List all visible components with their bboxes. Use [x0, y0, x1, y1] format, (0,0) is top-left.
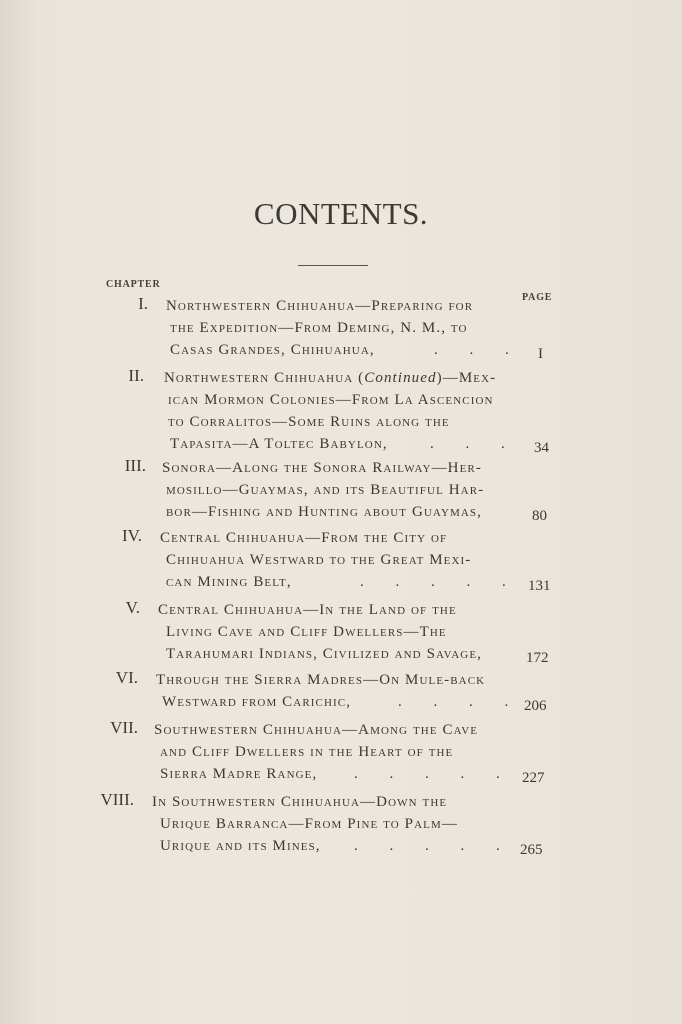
entry-line: mosillo—Guaymas, and its Beautiful Har-	[166, 482, 485, 498]
entry-line: Tapasita—A Toltec Babylon,	[170, 436, 388, 452]
chapter-number: VI.	[115, 668, 138, 687]
page-number: 34	[534, 440, 549, 456]
entry-line: Northwestern Chihuahua—Preparing for	[166, 298, 474, 314]
entry-line: Casas Grandes, Chihuahua,	[170, 342, 375, 358]
entry-line: Southwestern Chihuahua—Among the Cave	[154, 722, 479, 738]
entry-line: Northwestern Chihuahua (Continued)—Mex-	[164, 370, 497, 386]
entry-line: Urique and its Mines,	[160, 838, 321, 854]
page-number: I	[538, 346, 543, 362]
leader-dots: . . . . .	[354, 766, 514, 782]
page-title: CONTENTS.	[253, 196, 429, 231]
page-column-label: PAGE	[522, 292, 553, 303]
entry-line: Sierra Madre Range,	[160, 766, 318, 782]
page-number: 172	[526, 650, 549, 666]
entry-line: Through the Sierra Madres—On Mule-back	[156, 672, 486, 688]
page-number: 80	[532, 508, 547, 524]
page-number: 131	[528, 578, 551, 594]
page-number: 227	[522, 770, 545, 786]
entry-line: and Cliff Dwellers in the Heart of the	[160, 744, 454, 760]
page-number: 265	[520, 842, 543, 858]
entry-line: the Expedition—From Deming, N. M., to	[170, 320, 468, 336]
entry-line: Living Cave and Cliff Dwellers—The	[166, 624, 447, 640]
entry-line: In Southwestern Chihuahua—Down the	[152, 794, 448, 810]
chapter-number: III.	[124, 456, 146, 475]
leader-dots: . . .	[430, 436, 519, 452]
entry-line: Central Chihuahua—In the Land of the	[158, 602, 457, 618]
entry-line: Westward from Carichic,	[162, 694, 352, 710]
chapter-number: VII.	[110, 718, 138, 737]
leader-dots: . . . .	[398, 694, 523, 710]
chapter-number: VIII.	[100, 790, 134, 809]
entry-line: bor—Fishing and Hunting about Guaymas,	[166, 504, 482, 520]
leader-dots: . . . . .	[354, 838, 514, 854]
entry-line: Central Chihuahua—From the City of	[160, 530, 448, 546]
entry-line: Sonora—Along the Sonora Railway—Her-	[162, 460, 482, 476]
entry-line: Tarahumari Indians, Civilized and Savage,	[166, 646, 483, 662]
leader-dots: . . . . .	[360, 574, 520, 590]
page-number: 206	[524, 698, 547, 714]
entry-line: ican Mormon Colonies—From La Ascencion	[168, 392, 494, 408]
entry-line: to Corralitos—Some Ruins along the	[168, 414, 450, 430]
chapter-number: IV.	[122, 526, 142, 545]
title-divider	[298, 265, 368, 266]
chapter-number: II.	[128, 366, 144, 385]
leader-dots: . . .	[434, 342, 523, 358]
chapter-column-label: CHAPTER	[106, 279, 161, 290]
chapter-number: I.	[138, 294, 148, 313]
entry-line: Urique Barranca—From Pine to Palm—	[160, 816, 458, 832]
entry-line: can Mining Belt,	[166, 574, 292, 590]
chapter-number: V.	[125, 598, 140, 617]
entry-line: Chihuahua Westward to the Great Mexi-	[166, 552, 472, 568]
